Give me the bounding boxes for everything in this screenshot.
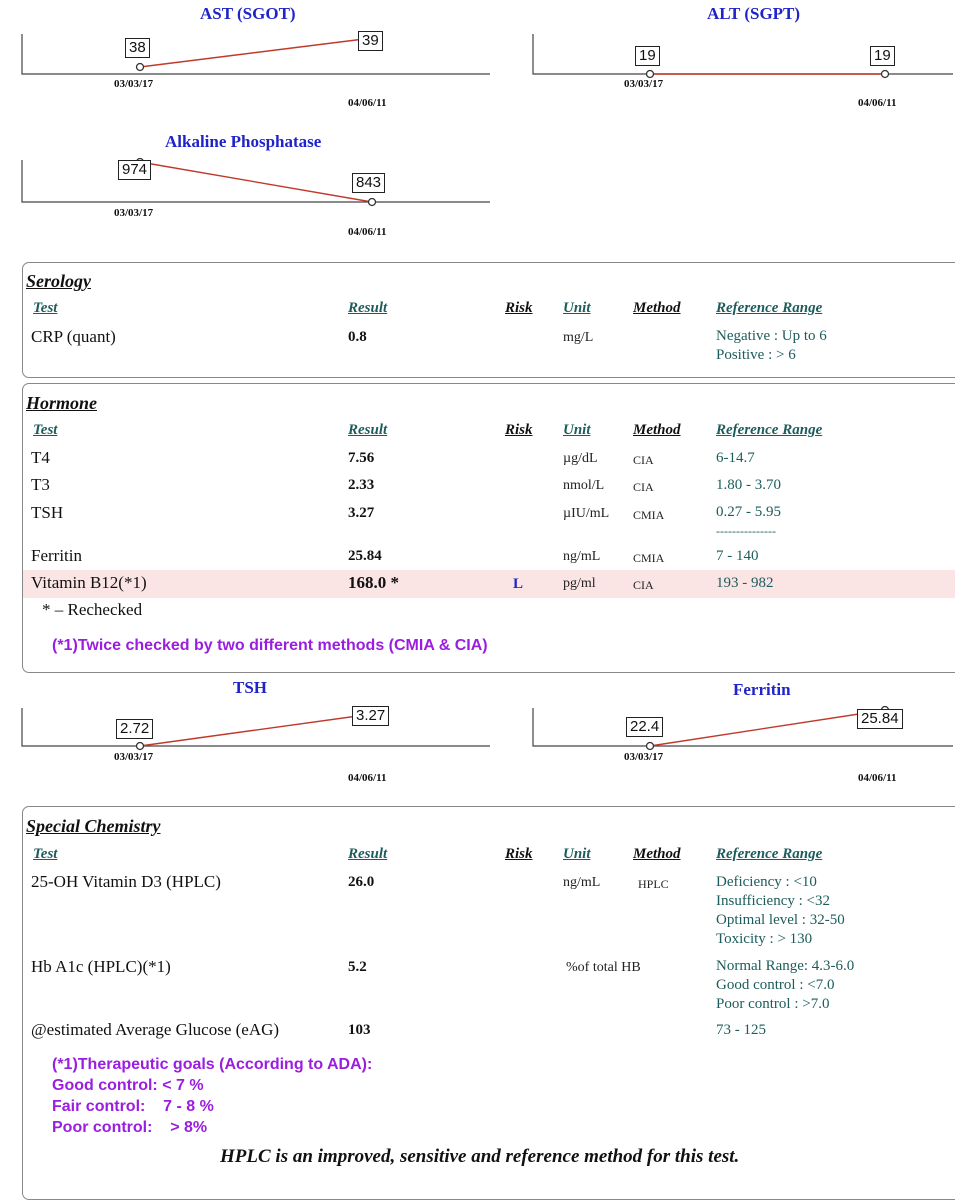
header-risk: Risk [505,422,533,438]
header-test: Test [33,422,58,438]
chart-title: Alkaline Phosphatase [165,132,322,151]
data-point [137,743,144,750]
risk-flag: L [513,576,524,592]
header-unit: Unit [563,300,591,316]
header-result: Result [348,846,388,862]
chart-plot [0,120,500,220]
method-value: CIA [633,453,654,467]
method-value: HPLC [638,877,669,891]
result-value: 3.27 [348,505,375,521]
abnormal-row-highlight [23,570,955,598]
value-label: 19 [635,46,660,66]
date-label: 03/03/17 [114,751,154,763]
method-value: CIA [633,480,654,494]
header-result: Result [348,422,388,438]
chart-plot [0,0,500,120]
header-result: Result [348,300,388,316]
therapeutic-goals-note: Good control: < 7 % [52,1077,204,1094]
unit-value: %of total HB [566,960,641,975]
trend-line [140,714,372,746]
therapeutic-goals-note: Poor control: > 8% [52,1119,208,1136]
reference-range: 7 - 140 [716,548,759,564]
unit-value: µg/dL [563,451,598,466]
date-label: 04/06/11 [858,772,897,784]
test-name: Ferritin [31,546,82,565]
data-point [647,743,654,750]
header-method: Method [633,846,681,862]
reference-separator: --------------- [716,524,776,538]
header-risk: Risk [505,846,533,862]
result-value: 2.33 [348,477,375,493]
test-name: @estimated Average Glucose (eAG) [31,1020,280,1039]
test-name: TSH [31,503,64,522]
serology-panel [22,262,955,378]
reference-range: Poor control : >7.0 [716,996,830,1012]
value-label: 2.72 [116,719,153,739]
chart-plot [0,690,500,770]
header-method: Method [633,422,681,438]
method-value: CMIA [633,551,665,565]
data-point [647,71,654,78]
reference-range: Positive : > 6 [716,347,796,363]
date-label: 04/06/11 [348,226,387,238]
date-label: 04/06/11 [858,97,897,109]
reference-range: Optimal level : 32-50 [716,912,845,928]
therapeutic-goals-note: (*1)Therapeutic goals (According to ADA): [52,1056,373,1073]
reference-range: 6-14.7 [716,450,755,466]
result-value: 26.0 [348,874,375,890]
header-reference: Reference Range [716,422,823,438]
header-method: Method [633,300,681,316]
reference-range: 1.80 - 3.70 [716,477,781,493]
reference-range: Negative : Up to 6 [716,328,827,344]
unit-value: nmol/L [563,478,605,493]
reference-range: Toxicity : > 130 [716,931,813,947]
header-reference: Reference Range [716,300,823,316]
date-label: 03/03/17 [114,207,154,219]
trend-line [140,38,372,67]
data-point [137,64,144,71]
header-test: Test [33,846,58,862]
data-point [882,71,889,78]
section-title: Serology [26,271,91,291]
reference-range: 0.27 - 5.95 [716,504,781,520]
header-risk: Risk [505,300,533,316]
chart-title: AST (SGOT) [200,4,296,23]
unit-value: µIU/mL [563,506,610,521]
result-value: 168.0 * [348,573,399,592]
header-unit: Unit [563,422,591,438]
value-label: 3.27 [352,706,389,726]
chart-title: ALT (SGPT) [707,4,801,23]
result-value: 5.2 [348,959,367,975]
reference-range: Deficiency : <10 [716,874,817,890]
rechecked-note: * – Rechecked [42,600,143,619]
test-name: Vitamin B12(*1) [31,573,147,592]
result-value: 0.8 [348,329,367,345]
test-name: CRP (quant) [31,327,116,346]
chart-axis [22,160,490,202]
method-value: CIA [633,578,654,592]
result-value: 25.84 [348,548,382,564]
reference-range: Good control : <7.0 [716,977,835,993]
reference-range: Normal Range: 4.3-6.0 [716,958,855,974]
header-reference: Reference Range [716,846,823,862]
data-point [369,199,376,206]
method-value: CMIA [633,508,665,522]
therapeutic-goals-note: Fair control: 7 - 8 % [52,1098,214,1115]
test-name: T4 [31,448,50,467]
section-title: Hormone [26,393,98,413]
test-name: T3 [31,475,50,494]
hplc-footer-note: HPLC is an improved, sensitive and reference method for this test. [220,1146,740,1167]
value-label: 25.84 [857,709,903,729]
date-label: 03/03/17 [114,78,154,90]
chart-axis [22,34,490,74]
date-label: 04/06/11 [348,772,387,784]
method-note: (*1)Twice checked by two different methods (CMIA & CIA) [52,637,488,654]
value-label: 974 [118,160,151,180]
unit-value: mg/L [563,330,594,345]
header-unit: Unit [563,846,591,862]
chart-title: Ferritin [733,680,791,699]
date-label: 04/06/11 [348,97,387,109]
unit-value: ng/mL [563,549,601,564]
unit-value: ng/mL [563,875,601,890]
reference-range: Insufficiency : <32 [716,893,830,909]
value-label: 22.4 [626,717,663,737]
trend-line [650,710,885,746]
chart-title: TSH [233,678,268,697]
header-test: Test [33,300,58,316]
trend-line [140,162,372,202]
value-label: 843 [352,173,385,193]
value-label: 38 [125,38,150,58]
value-label: 39 [358,31,383,51]
chart-plot [520,690,955,770]
test-name: Hb A1c (HPLC)(*1) [31,957,171,976]
test-name: 25-OH Vitamin D3 (HPLC) [31,872,221,891]
chart-axis [22,708,490,746]
reference-range: 73 - 125 [716,1022,766,1038]
result-value: 103 [348,1022,371,1038]
unit-value: pg/ml [563,576,596,591]
date-label: 03/03/17 [624,751,664,763]
value-label: 19 [870,46,895,66]
reference-range: 193 - 982 [716,575,774,591]
section-title: Special Chemistry [26,816,161,836]
result-value: 7.56 [348,450,375,466]
date-label: 03/03/17 [624,78,664,90]
